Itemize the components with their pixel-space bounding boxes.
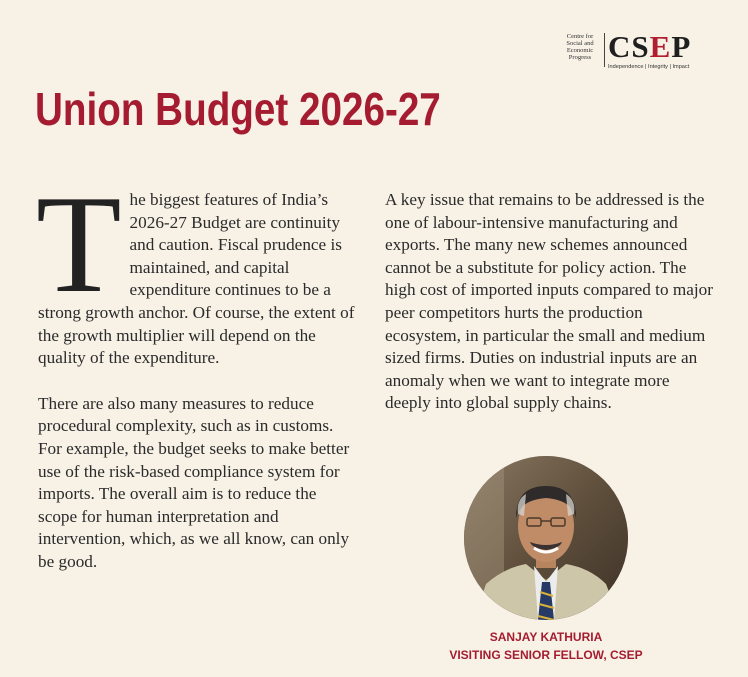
article-paragraph: There are also many measures to reduce procedural complexity, such as in customs. For example, the budget seeks to make better use of the risk-based compliance system for imports. The overall aim is to reduce the scope for human interpretation and intervention, which, as we all know, can only be good. xyxy=(38,393,350,571)
logo-wordmark-prefix: CS xyxy=(608,29,650,64)
logo-divider xyxy=(604,33,605,67)
author-name: SANJAY KATHURIA xyxy=(489,630,603,644)
article-paragraph: A key issue that remains to be addressed is the one of labour-intensive manufacturing and exports. The many new schemes announced cannot be a substitute for policy action. The high cost of imported inputs compared to major peer competitors hurts the production ecosystem, in particular the small and medium sized firms. Duties on industrial inputs are an anomaly when we want to integrate more deeply into global supply chains. xyxy=(385,190,713,413)
logo-wordmark-block xyxy=(608,29,692,70)
article-right-column xyxy=(385,189,715,415)
logo-tagline: Independence | Integrity | Impact xyxy=(608,64,690,70)
author-role: VISITING SENIOR FELLOW, CSEP xyxy=(449,648,643,662)
logo-org-name xyxy=(558,33,602,61)
logo-org-line: Progress xyxy=(568,54,592,61)
logo-wordmark xyxy=(608,29,692,64)
csep-logo xyxy=(558,29,692,70)
paragraph-text: he biggest features of India’s 2026-27 Budget are continuity and caution. Fiscal prudence is maintained, and capital expenditure continues to be a strong growth anchor. Of course, the extent of the growth multiplier will depend on the quality of the expenditure. xyxy=(38,190,355,368)
author-photo xyxy=(464,456,628,620)
logo-wordmark-suffix: P xyxy=(671,29,692,64)
logo-org-line: Social and xyxy=(566,40,594,47)
logo-org-line: Economic xyxy=(566,47,594,54)
article-left-column xyxy=(36,167,358,574)
article-paragraph xyxy=(36,167,358,370)
logo-wordmark-accent: E xyxy=(649,29,672,64)
page-title: Union Budget 2026-27 xyxy=(35,83,441,135)
drop-cap: T xyxy=(36,167,122,322)
logo-org-line: Centre for xyxy=(566,33,594,40)
